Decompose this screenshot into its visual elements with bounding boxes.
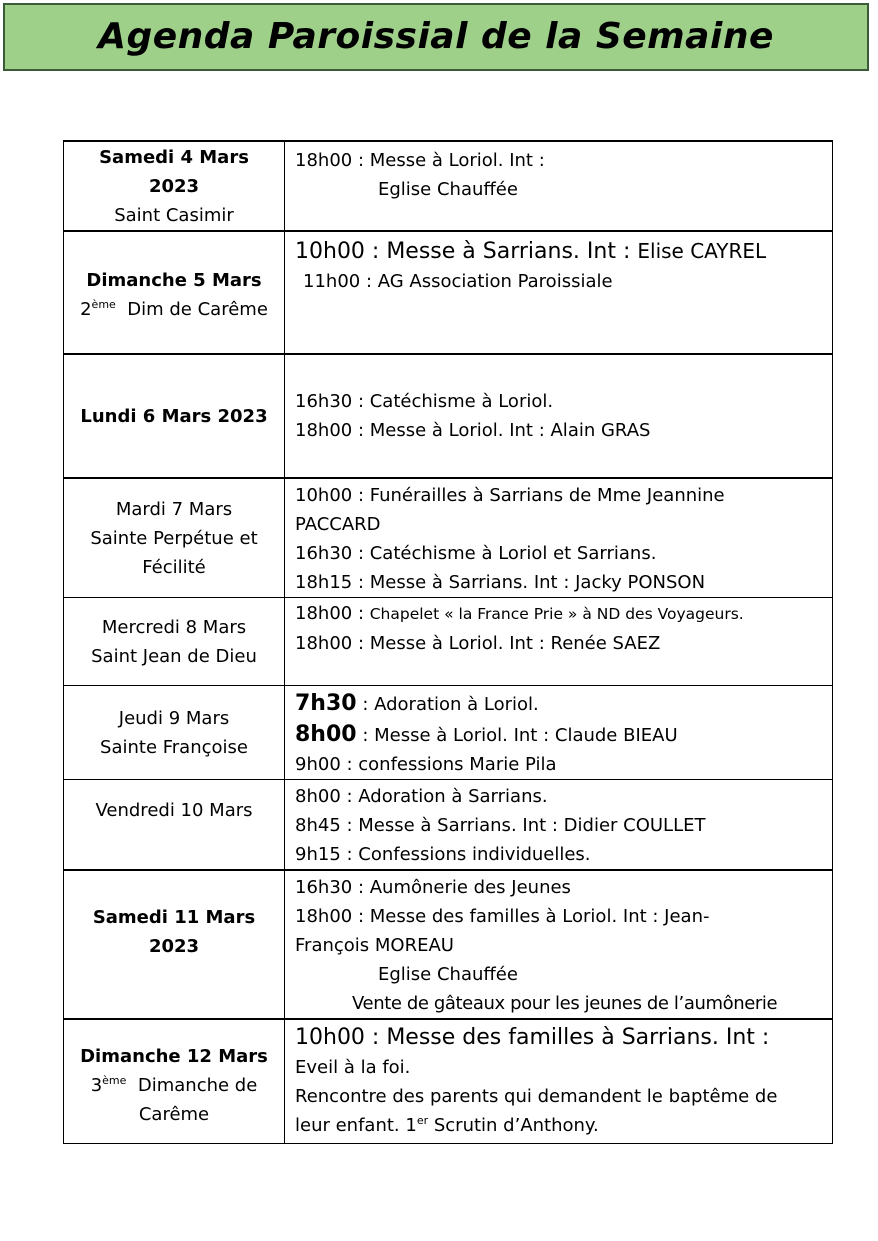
event-line: Rencontre des parents qui demandent le baptême de <box>295 1086 778 1107</box>
date-cell <box>64 231 285 354</box>
event-line: François MOREAU <box>295 935 454 956</box>
event-line: 10h00 : Messe des familles à Sarrians. Int : <box>295 1025 770 1050</box>
events-cell <box>285 354 833 478</box>
event-line: 18h00 : Messe à Loriol. Int : <box>295 150 545 171</box>
date-year: 2023 <box>148 936 200 957</box>
event-line: 11h00 : AG Association Paroissiale <box>303 271 613 292</box>
date-label: Dimanche 5 Mars <box>86 270 262 291</box>
events-cell <box>285 231 833 354</box>
liturgical-day: 3ème Dimanche de <box>90 1074 258 1096</box>
event-line: 10h00 : Funérailles à Sarrians de Mme Jeannine <box>295 485 725 506</box>
events-cell <box>285 478 833 598</box>
events-cell <box>285 598 833 686</box>
event-line: Eglise Chauffée <box>378 179 518 200</box>
event-line: 16h30 : Aumônerie des Jeunes <box>295 877 571 898</box>
table-row <box>64 598 833 686</box>
date-cell <box>64 870 285 1019</box>
table-row <box>64 478 833 598</box>
date-label: Samedi 4 Mars <box>99 146 249 168</box>
table-row <box>64 1019 833 1143</box>
event-line: 10h00 : Messe à Sarrians. Int : Elise CAYREL <box>295 239 767 264</box>
event-line: 8h45 : Messe à Sarrians. Int : Didier COULLET <box>295 815 706 836</box>
liturgical-day: Carême <box>138 1104 210 1125</box>
date-label: Jeudi 9 Mars <box>118 707 230 729</box>
saint-name: Saint Jean de Dieu <box>91 645 257 667</box>
date-label: Dimanche 12 Mars <box>80 1046 268 1067</box>
event-line: 8h00 : Messe à Loriol. Int : Claude BIEAU <box>295 722 678 747</box>
table-row <box>64 870 833 1019</box>
date-label: Mardi 7 Mars <box>115 498 233 520</box>
date-cell <box>64 686 285 780</box>
date-cell <box>64 141 285 231</box>
events-cell <box>285 1019 833 1143</box>
date-year: 2023 <box>148 175 200 197</box>
event-line: 8h00 : Adoration à Sarrians. <box>295 786 548 807</box>
event-line: PACCARD <box>295 514 381 535</box>
saint-name: Saint Casimir <box>114 204 234 226</box>
date-label: Samedi 11 Mars <box>92 907 256 928</box>
event-line: 18h00 : Messe à Loriol. Int : Renée SAEZ <box>295 633 661 654</box>
table-row <box>64 231 833 354</box>
event-line: leur enfant. 1er Scrutin d’Anthony. <box>295 1114 599 1136</box>
table-row <box>64 141 833 231</box>
date-cell <box>64 780 285 871</box>
events-cell <box>285 686 833 780</box>
date-cell <box>64 598 285 686</box>
event-line: 9h00 : confessions Marie Pila <box>295 754 557 775</box>
event-line: 16h30 : Catéchisme à Loriol. <box>295 391 554 412</box>
events-cell <box>285 870 833 1019</box>
page-title: Agenda Paroissial de la Semaine <box>98 16 774 57</box>
event-line: Eglise Chauffée <box>378 964 518 985</box>
date-label: Vendredi 10 Mars <box>95 800 253 821</box>
date-cell <box>64 478 285 598</box>
event-line: 18h00 : Messe à Loriol. Int : Alain GRAS <box>295 420 651 441</box>
table-row <box>64 354 833 478</box>
event-line: 18h15 : Messe à Sarrians. Int : Jacky PONSON <box>295 572 706 593</box>
saint-name: Sainte Françoise <box>100 736 248 758</box>
saint-name: Sainte Perpétue et <box>90 527 258 549</box>
date-cell <box>64 1019 285 1143</box>
event-line: 18h00 : Chapelet « la France Prie » à ND des Voyageurs. <box>295 603 744 624</box>
agenda-table <box>63 140 833 1144</box>
date-label: Mercredi 8 Mars <box>101 616 247 638</box>
table-row <box>64 686 833 780</box>
events-cell <box>285 780 833 871</box>
event-line: 16h30 : Catéchisme à Loriol et Sarrians. <box>295 543 657 564</box>
event-line: 7h30 : Adoration à Loriol. <box>295 691 539 716</box>
event-line: Vente de gâteaux pour les jeunes de l’aumônerie <box>352 993 778 1014</box>
date-cell <box>64 354 285 478</box>
event-line: Eveil à la foi. <box>295 1057 411 1078</box>
title-banner <box>3 3 869 71</box>
date-label: Lundi 6 Mars 2023 <box>80 405 268 427</box>
events-cell <box>285 141 833 231</box>
table-row <box>64 780 833 871</box>
event-line: 18h00 : Messe des familles à Loriol. Int : Jean- <box>295 906 710 927</box>
event-line: 9h15 : Confessions individuelles. <box>295 844 591 865</box>
liturgical-day: 2ème Dim de Carême <box>80 298 268 320</box>
saint-name: Fécilité <box>142 556 206 578</box>
